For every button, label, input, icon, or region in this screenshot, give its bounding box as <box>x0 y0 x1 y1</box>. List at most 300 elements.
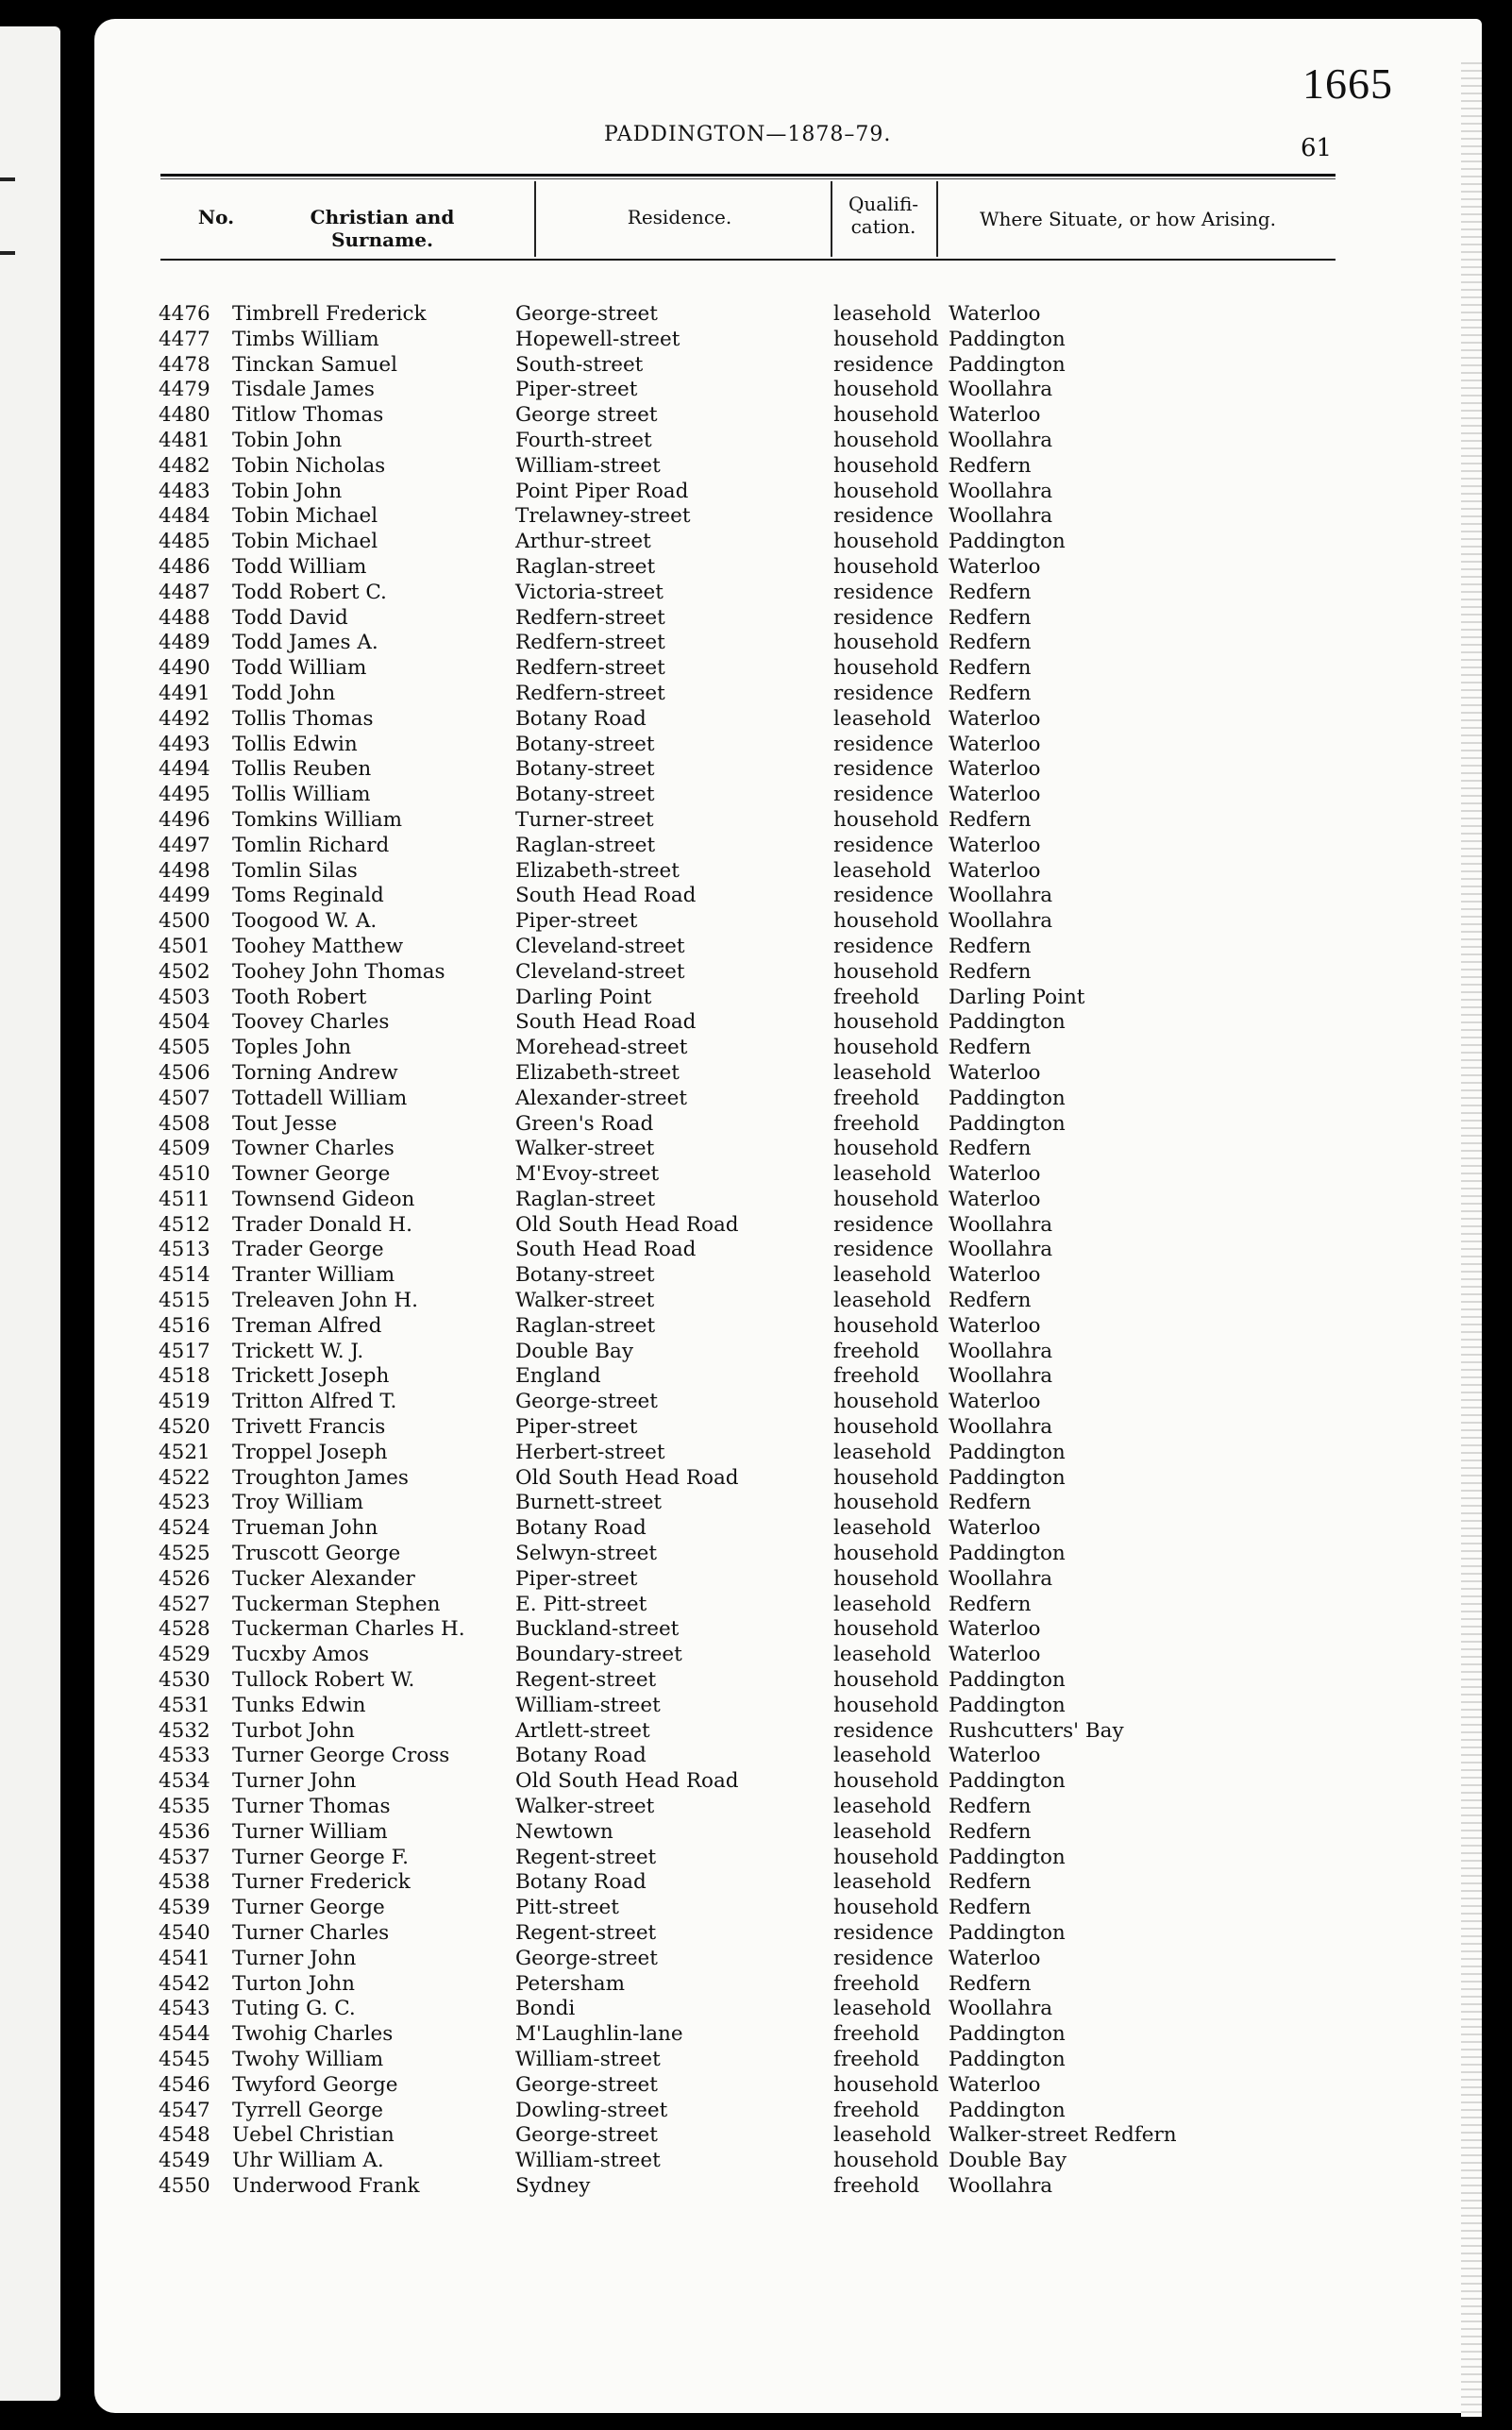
entry-number: 4508 <box>159 1111 210 1136</box>
where-situate: Redfern <box>949 681 1032 705</box>
qualification: residence <box>833 605 934 630</box>
table-row <box>94 1516 1482 1542</box>
qualification: household <box>833 554 939 579</box>
table-row <box>94 1921 1482 1947</box>
entry-number: 4484 <box>159 504 210 529</box>
entry-number: 4494 <box>159 757 210 782</box>
entry-number: 4500 <box>159 909 210 934</box>
voter-name: Tollis Thomas <box>232 706 374 731</box>
where-situate: Woollahra <box>949 1415 1053 1440</box>
entry-number: 4483 <box>159 479 210 503</box>
voter-name: Tollis Edwin <box>232 732 358 756</box>
qualification: residence <box>833 1238 934 1262</box>
voter-name: Torning Andrew <box>232 1060 398 1085</box>
residence: Victoria-street <box>515 580 664 604</box>
residence: Piper-street <box>515 1566 638 1591</box>
qualification: household <box>833 1187 939 1211</box>
residence: Regent-street <box>515 1845 657 1869</box>
voter-name: Underwood Frank <box>232 2173 420 2198</box>
entry-number: 4540 <box>159 1921 210 1945</box>
voter-name: Tuting G. C. <box>232 1997 356 2021</box>
table-row <box>94 1668 1482 1694</box>
where-situate: Waterloo <box>949 1060 1041 1085</box>
voter-name: Toples John <box>232 1036 352 1060</box>
qualification: leasehold <box>833 1744 932 1768</box>
qualification: household <box>833 1465 939 1490</box>
residence: Old South Head Road <box>515 1769 739 1794</box>
where-situate: Paddington <box>949 1465 1066 1490</box>
entry-number: 4495 <box>159 783 210 807</box>
qualification: residence <box>833 1212 934 1237</box>
residence: Walker-street <box>515 1289 655 1313</box>
where-situate: Redfern <box>949 1592 1032 1616</box>
qualification: leasehold <box>833 1870 932 1895</box>
where-situate: Paddington <box>949 2098 1066 2122</box>
entry-number: 4478 <box>159 352 210 377</box>
qualification: leasehold <box>833 1795 932 1819</box>
where-situate: Paddington <box>949 2047 1066 2071</box>
qualification: household <box>833 959 939 984</box>
table-row <box>94 530 1482 555</box>
voter-name: Tooth Robert <box>232 985 367 1009</box>
where-situate: Woollahra <box>949 378 1053 402</box>
voter-name: Towner George <box>232 1162 391 1187</box>
residence: Fourth-street <box>515 428 652 452</box>
voter-name: Todd David <box>232 605 348 630</box>
where-situate: Paddington <box>949 1921 1066 1945</box>
where-situate: Redfern <box>949 453 1032 478</box>
entry-number: 4535 <box>159 1795 210 1819</box>
qualification: household <box>833 1769 939 1794</box>
voter-name: Turner Thomas <box>232 1795 391 1819</box>
entry-number: 4507 <box>159 1086 210 1110</box>
voter-name: Towner Charles <box>232 1137 395 1161</box>
table-row <box>94 1643 1482 1668</box>
residence: Boundary-street <box>515 1643 682 1667</box>
residence: E. Pitt-street <box>515 1592 647 1616</box>
voter-name: Titlow Thomas <box>232 403 384 428</box>
table-row <box>94 1415 1482 1441</box>
table-row <box>94 1466 1482 1492</box>
entry-number: 4513 <box>159 1238 210 1262</box>
residence: Elizabeth-street <box>515 1060 680 1085</box>
entry-number: 4538 <box>159 1870 210 1895</box>
table-row <box>94 1112 1482 1138</box>
entry-number: 4482 <box>159 453 210 478</box>
qualification: residence <box>833 504 934 529</box>
voter-name: Todd Robert C. <box>232 580 387 604</box>
qualification: household <box>833 1668 939 1693</box>
residence: Alexander-street <box>515 1086 687 1110</box>
voter-name: Tollis William <box>232 783 371 807</box>
table-row <box>94 328 1482 353</box>
qualification: household <box>833 453 939 478</box>
qualification: residence <box>833 681 934 705</box>
residence: Double Bay <box>515 1339 633 1363</box>
qualification: leasehold <box>833 1440 932 1464</box>
qualification: residence <box>833 580 934 604</box>
where-situate: Waterloo <box>949 757 1041 782</box>
residence: Botany Road <box>515 706 647 731</box>
qualification: leasehold <box>833 1592 932 1616</box>
where-situate: Redfern <box>949 934 1032 958</box>
where-situate: Paddington <box>949 1440 1066 1464</box>
entry-number: 4499 <box>159 884 210 908</box>
residence: Old South Head Road <box>515 1212 739 1237</box>
where-situate: Waterloo <box>949 1946 1041 1970</box>
where-situate: Waterloo <box>949 706 1041 731</box>
table-row <box>94 1061 1482 1087</box>
qualification: household <box>833 1415 939 1440</box>
table-row <box>94 682 1482 707</box>
table-row <box>94 1997 1482 2022</box>
qualification: leasehold <box>833 858 932 883</box>
voter-name: Tuckerman Stephen <box>232 1592 441 1616</box>
voter-name: Twyford George <box>232 2072 398 2097</box>
residence: Walker-street <box>515 1795 655 1819</box>
residence: Raglan-street <box>515 554 656 579</box>
qualification: leasehold <box>833 1162 932 1187</box>
table-row <box>94 1314 1482 1340</box>
entry-number: 4523 <box>159 1491 210 1515</box>
voter-name: Turner George <box>232 1896 385 1920</box>
residence: Pitt-street <box>515 1896 619 1920</box>
column-header-no: No. <box>197 206 235 228</box>
voter-name: Tobin John <box>232 479 343 503</box>
register-page <box>94 19 1482 2413</box>
qualification: leasehold <box>833 1997 932 2021</box>
residence: George-street <box>515 2123 658 2148</box>
where-situate: Redfern <box>949 656 1032 681</box>
table-row <box>94 808 1482 834</box>
voter-name: Turner William <box>232 1819 388 1844</box>
where-situate: Waterloo <box>949 1187 1041 1211</box>
residence: William-street <box>515 453 661 478</box>
entry-number: 4527 <box>159 1592 210 1616</box>
where-situate: Redfern <box>949 580 1032 604</box>
entry-number: 4501 <box>159 934 210 958</box>
voter-name: Tinckan Samuel <box>232 352 398 377</box>
residence: Sydney <box>515 2173 591 2198</box>
residence: Redfern-street <box>515 605 665 630</box>
where-situate: Waterloo <box>949 783 1041 807</box>
table-row <box>94 859 1482 885</box>
qualification: freehold <box>833 1111 920 1136</box>
table-row <box>94 834 1482 859</box>
table-row <box>94 555 1482 581</box>
qualification: household <box>833 1390 939 1414</box>
entry-number: 4493 <box>159 732 210 756</box>
voter-name: Turner Frederick <box>232 1870 411 1895</box>
qualification: household <box>833 530 939 554</box>
voter-name: Tranter William <box>232 1263 395 1288</box>
table-row <box>94 757 1482 783</box>
residence: Botany Road <box>515 1744 647 1768</box>
where-situate: Redfern <box>949 1137 1032 1161</box>
qualification: leasehold <box>833 1060 932 1085</box>
qualification: household <box>833 2149 939 2173</box>
entry-number: 4542 <box>159 1971 210 1996</box>
where-situate: Paddington <box>949 1542 1066 1566</box>
qualification: freehold <box>833 1971 920 1996</box>
entry-number: 4512 <box>159 1212 210 1237</box>
table-row <box>94 1846 1482 1871</box>
residence: Artlett-street <box>515 1718 650 1743</box>
where-situate: Waterloo <box>949 1643 1041 1667</box>
entry-number: 4526 <box>159 1566 210 1591</box>
qualification: freehold <box>833 2098 920 2122</box>
residence: Raglan-street <box>515 833 656 857</box>
residence: Redfern-street <box>515 656 665 681</box>
qualification: freehold <box>833 2022 920 2047</box>
where-situate: Woollahra <box>949 1238 1053 1262</box>
where-situate: Paddington <box>949 327 1066 351</box>
residence: Walker-street <box>515 1137 655 1161</box>
residence: Piper-street <box>515 378 638 402</box>
voter-name: Tollis Reuben <box>232 757 372 782</box>
entry-number: 4516 <box>159 1313 210 1338</box>
entry-number: 4487 <box>159 580 210 604</box>
qualification: residence <box>833 757 934 782</box>
where-situate: Paddington <box>949 1769 1066 1794</box>
voter-name: Timbrell Frederick <box>232 302 427 326</box>
table-row <box>94 935 1482 960</box>
entry-number: 4502 <box>159 959 210 984</box>
voter-name: Twohig Charles <box>232 2022 394 2047</box>
where-situate: Walker-street Redfern <box>949 2123 1177 2148</box>
where-situate: Redfern <box>949 631 1032 655</box>
table-row <box>94 2149 1482 2174</box>
qualification: leasehold <box>833 1263 932 1288</box>
residence: Dowling-street <box>515 2098 668 2122</box>
voter-name: Tomkins William <box>232 807 403 832</box>
table-row <box>94 353 1482 379</box>
entry-number: 4545 <box>159 2047 210 2071</box>
table-row <box>94 960 1482 986</box>
residence: Turner-street <box>515 807 654 832</box>
where-situate: Woollahra <box>949 504 1053 529</box>
voter-name: Tomlin Silas <box>232 858 358 883</box>
qualification: residence <box>833 1921 934 1945</box>
where-situate: Waterloo <box>949 1617 1041 1642</box>
entry-number: 4522 <box>159 1465 210 1490</box>
table-row <box>94 1820 1482 1846</box>
table-row <box>94 1010 1482 1036</box>
where-situate: Waterloo <box>949 1263 1041 1288</box>
table-row <box>94 1972 1482 1998</box>
where-situate: Waterloo <box>949 1516 1041 1541</box>
residence: Raglan-street <box>515 1313 656 1338</box>
voter-name: Tottadell William <box>232 1086 408 1110</box>
voter-name: Tout Jesse <box>232 1111 338 1136</box>
entry-number: 4537 <box>159 1845 210 1869</box>
where-situate: Redfern <box>949 1289 1032 1313</box>
voter-name: Tunks Edwin <box>232 1693 366 1717</box>
table-row <box>94 403 1482 429</box>
entry-number: 4548 <box>159 2123 210 2148</box>
where-situate: Rushcutters' Bay <box>949 1718 1124 1743</box>
margin-mark <box>0 251 15 255</box>
residence: William-street <box>515 2149 661 2173</box>
where-situate: Paddington <box>949 2022 1066 2047</box>
where-situate: Redfern <box>949 1870 1032 1895</box>
residence: England <box>515 1364 601 1389</box>
residence: Point Piper Road <box>515 479 689 503</box>
where-situate: Waterloo <box>949 858 1041 883</box>
qualification: residence <box>833 1718 934 1743</box>
table-row <box>94 986 1482 1011</box>
voter-name: Tucxby Amos <box>232 1643 369 1667</box>
entry-number: 4488 <box>159 605 210 630</box>
entry-number: 4506 <box>159 1060 210 1085</box>
entry-number: 4491 <box>159 681 210 705</box>
entry-number: 4515 <box>159 1289 210 1313</box>
where-situate: Redfern <box>949 1036 1032 1060</box>
residence: Elizabeth-street <box>515 858 680 883</box>
residence: South-street <box>515 352 644 377</box>
where-situate: Redfern <box>949 807 1032 832</box>
where-situate: Woollahra <box>949 428 1053 452</box>
table-row <box>94 1719 1482 1745</box>
where-situate: Waterloo <box>949 732 1041 756</box>
page-number: 1665 <box>1302 59 1393 108</box>
where-situate: Paddington <box>949 1668 1066 1693</box>
qualification: household <box>833 1566 939 1591</box>
where-situate: Waterloo <box>949 833 1041 857</box>
voter-name: Turner George Cross <box>232 1744 450 1768</box>
where-situate: Woollahra <box>949 909 1053 934</box>
column-header-name: Christian and Surname. <box>310 206 455 251</box>
residence: Piper-street <box>515 909 638 934</box>
qualification: household <box>833 909 939 934</box>
residence: Old South Head Road <box>515 1465 739 1490</box>
qualification: leasehold <box>833 1819 932 1844</box>
entry-number: 4486 <box>159 554 210 579</box>
table-row <box>94 1162 1482 1188</box>
where-situate: Woollahra <box>949 1212 1053 1237</box>
running-title: PADDINGTON—1878–79. <box>604 123 892 146</box>
table-row <box>94 2048 1482 2073</box>
column-divider <box>936 181 938 257</box>
entry-number: 4498 <box>159 858 210 883</box>
qualification: residence <box>833 884 934 908</box>
qualification: household <box>833 1693 939 1717</box>
column-divider <box>831 181 832 257</box>
voter-name: Turbot John <box>232 1718 355 1743</box>
entry-number: 4544 <box>159 2022 210 2047</box>
entry-number: 4525 <box>159 1542 210 1566</box>
where-situate: Waterloo <box>949 1162 1041 1187</box>
voter-name: Troppel Joseph <box>232 1440 388 1464</box>
qualification: household <box>833 2072 939 2097</box>
table-row <box>94 1542 1482 1567</box>
voter-name: Tobin Michael <box>232 530 378 554</box>
table-row <box>94 2174 1482 2200</box>
table-row <box>94 606 1482 632</box>
where-situate: Woollahra <box>949 1997 1053 2021</box>
where-situate: Paddington <box>949 1111 1066 1136</box>
voter-name: Townsend Gideon <box>232 1187 415 1211</box>
residence: Cleveland-street <box>515 934 685 958</box>
voter-name: Trader George <box>232 1238 384 1262</box>
qualification: freehold <box>833 1086 920 1110</box>
voter-name: Trivett Francis <box>232 1415 386 1440</box>
entry-number: 4533 <box>159 1744 210 1768</box>
where-situate: Redfern <box>949 1896 1032 1920</box>
table-row <box>94 1947 1482 1972</box>
residence: Newtown <box>515 1819 613 1844</box>
table-row <box>94 1036 1482 1061</box>
table-row <box>94 1238 1482 1263</box>
voter-name: Troy William <box>232 1491 363 1515</box>
residence: Botany-street <box>515 757 655 782</box>
voter-name: Toms Reginald <box>232 884 384 908</box>
residence: Raglan-street <box>515 1187 656 1211</box>
entry-number: 4534 <box>159 1769 210 1794</box>
entry-number: 4536 <box>159 1819 210 1844</box>
qualification: residence <box>833 732 934 756</box>
voter-name: Trueman John <box>232 1516 378 1541</box>
entry-number: 4532 <box>159 1718 210 1743</box>
entry-number: 4539 <box>159 1896 210 1920</box>
table-row <box>94 429 1482 454</box>
where-situate: Paddington <box>949 1845 1066 1869</box>
qualification: household <box>833 1036 939 1060</box>
residence: Buckland-street <box>515 1617 680 1642</box>
entry-number: 4510 <box>159 1162 210 1187</box>
entry-number: 4520 <box>159 1415 210 1440</box>
voter-name: Treman Alfred <box>232 1313 382 1338</box>
column-header-qualification-line2: cation. <box>850 215 916 238</box>
voter-name: Todd William <box>232 656 367 681</box>
entry-number: 4518 <box>159 1364 210 1389</box>
table-row <box>94 1087 1482 1112</box>
where-situate: Paddington <box>949 530 1066 554</box>
qualification: leasehold <box>833 1643 932 1667</box>
voter-name: Toogood W. A. <box>232 909 378 934</box>
qualification: household <box>833 479 939 503</box>
where-situate: Woollahra <box>949 1364 1053 1389</box>
voter-name: Uhr William A. <box>232 2149 384 2173</box>
entry-number: 4524 <box>159 1516 210 1541</box>
where-situate: Waterloo <box>949 554 1041 579</box>
folio-number: 61 <box>1301 134 1333 162</box>
table-row <box>94 302 1482 328</box>
entry-number: 4541 <box>159 1946 210 1970</box>
entry-number: 4496 <box>159 807 210 832</box>
header-rule-top-thin <box>160 178 1336 179</box>
voter-name: Tobin John <box>232 428 343 452</box>
table-row <box>94 1213 1482 1239</box>
voter-name: Todd James A. <box>232 631 378 655</box>
entry-number: 4509 <box>159 1137 210 1161</box>
table-row <box>94 1567 1482 1593</box>
voter-name: Uebel Christian <box>232 2123 395 2148</box>
residence: Botany-street <box>515 783 655 807</box>
where-situate: Paddington <box>949 1693 1066 1717</box>
table-row <box>94 1744 1482 1769</box>
where-situate: Paddington <box>949 1086 1066 1110</box>
table-row <box>94 480 1482 505</box>
entry-number: 4489 <box>159 631 210 655</box>
where-situate: Waterloo <box>949 1313 1041 1338</box>
table-row <box>94 656 1482 682</box>
residence: Regent-street <box>515 1668 657 1693</box>
qualification: freehold <box>833 1339 920 1363</box>
column-divider <box>534 181 536 257</box>
residence: Selwyn-street <box>515 1542 658 1566</box>
residence: William-street <box>515 1693 661 1717</box>
